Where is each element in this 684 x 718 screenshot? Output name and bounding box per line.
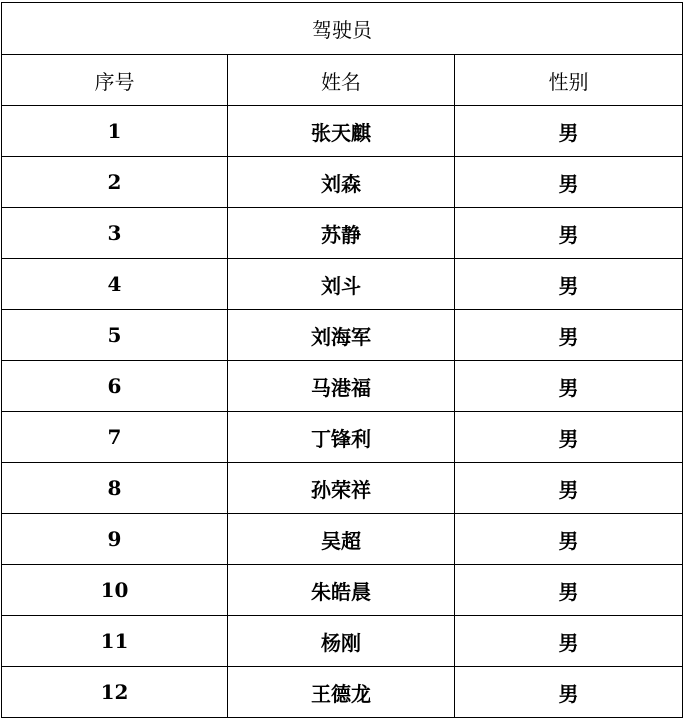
table-caption-row xyxy=(2,3,683,55)
header-index: 序号 xyxy=(2,55,228,106)
cell-gender: 男 xyxy=(455,565,683,616)
cell-index: 1 xyxy=(2,106,228,157)
cell-gender: 男 xyxy=(455,157,683,208)
cell-index: 7 xyxy=(2,412,228,463)
cell-name: 刘斗 xyxy=(228,259,455,310)
table-row xyxy=(2,106,683,157)
cell-index: 5 xyxy=(2,310,228,361)
cell-name: 刘森 xyxy=(228,157,455,208)
cell-index: 9 xyxy=(2,514,228,565)
table-row xyxy=(2,208,683,259)
cell-gender: 男 xyxy=(455,259,683,310)
cell-name: 朱皓晨 xyxy=(228,565,455,616)
cell-name: 苏静 xyxy=(228,208,455,259)
table-row xyxy=(2,157,683,208)
cell-name: 孙荣祥 xyxy=(228,463,455,514)
table-row xyxy=(2,667,683,718)
header-name: 姓名 xyxy=(228,55,455,106)
cell-gender: 男 xyxy=(455,310,683,361)
cell-name: 吴超 xyxy=(228,514,455,565)
table-row xyxy=(2,616,683,667)
cell-gender: 男 xyxy=(455,412,683,463)
table-row xyxy=(2,565,683,616)
cell-gender: 男 xyxy=(455,361,683,412)
table-header-row xyxy=(2,55,683,106)
cell-index: 8 xyxy=(2,463,228,514)
header-gender: 性别 xyxy=(455,55,683,106)
cell-gender: 男 xyxy=(455,106,683,157)
table-row xyxy=(2,463,683,514)
cell-gender: 男 xyxy=(455,667,683,718)
cell-name: 杨刚 xyxy=(228,616,455,667)
cell-index: 3 xyxy=(2,208,228,259)
cell-name: 丁锋利 xyxy=(228,412,455,463)
cell-gender: 男 xyxy=(455,463,683,514)
cell-index: 6 xyxy=(2,361,228,412)
table-row xyxy=(2,259,683,310)
cell-index: 4 xyxy=(2,259,228,310)
cell-index: 12 xyxy=(2,667,228,718)
cell-gender: 男 xyxy=(455,208,683,259)
cell-index: 11 xyxy=(2,616,228,667)
table-row xyxy=(2,412,683,463)
cell-gender: 男 xyxy=(455,514,683,565)
table-row xyxy=(2,514,683,565)
cell-index: 10 xyxy=(2,565,228,616)
cell-name: 马港福 xyxy=(228,361,455,412)
table-row xyxy=(2,310,683,361)
cell-name: 刘海军 xyxy=(228,310,455,361)
cell-index: 2 xyxy=(2,157,228,208)
cell-name: 王德龙 xyxy=(228,667,455,718)
cell-gender: 男 xyxy=(455,616,683,667)
cell-name: 张天麒 xyxy=(228,106,455,157)
document-table-container xyxy=(1,2,682,718)
driver-table xyxy=(1,2,683,718)
table-row xyxy=(2,361,683,412)
table-caption: 驾驶员 xyxy=(2,3,683,55)
